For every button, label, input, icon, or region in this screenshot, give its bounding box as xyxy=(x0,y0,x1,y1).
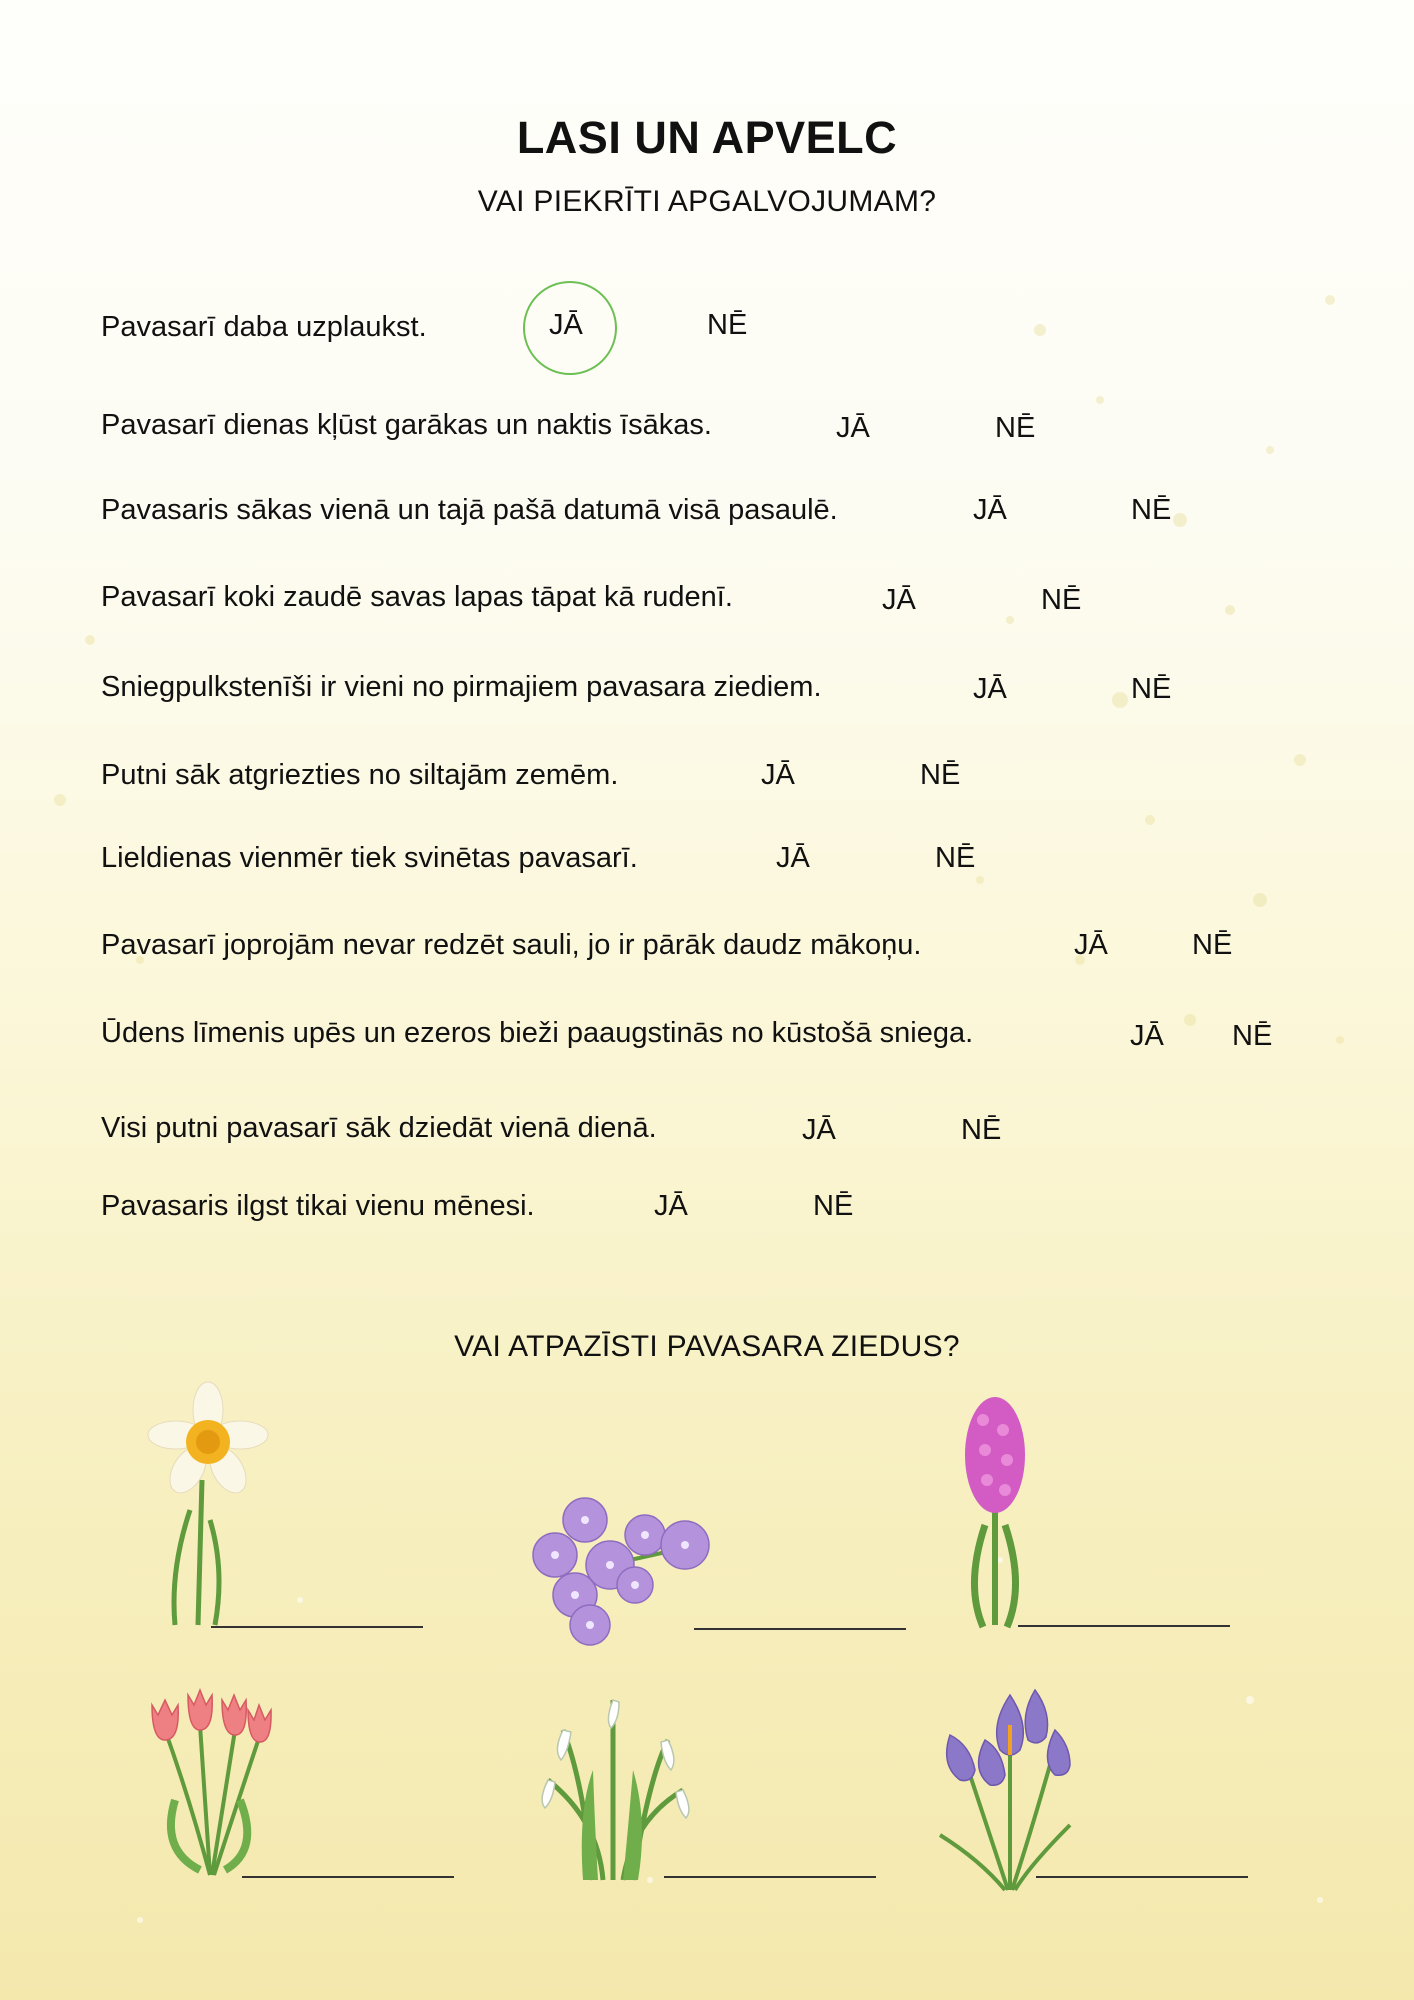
answer-line[interactable] xyxy=(242,1876,454,1878)
statement-row xyxy=(101,309,427,345)
no-option[interactable]: NĒ xyxy=(920,759,961,791)
statement-text: Pavasaris ilgst tikai vienu mēnesi. xyxy=(101,1190,535,1222)
statement-text: Lieldienas vienmēr tiek svinētas pavasarī. xyxy=(101,842,638,874)
no-option[interactable]: NĒ xyxy=(1192,929,1233,961)
statement-text: Pavasarī joprojām nevar redzēt sauli, jo ir pārāk daudz mākoņu. xyxy=(101,929,922,961)
yes-option[interactable]: JĀ xyxy=(761,759,795,791)
daffodil-icon xyxy=(140,1380,280,1630)
statement-text: Pavasarī dienas kļūst garākas un naktis īsākas. xyxy=(101,409,712,441)
yes-option[interactable]: JĀ xyxy=(549,309,583,341)
statement-text: Putni sāk atgriezties no siltajām zemēm. xyxy=(101,759,619,791)
answer-line[interactable] xyxy=(1018,1625,1230,1627)
statement-row xyxy=(101,757,618,793)
statement-text: Visi putni pavasarī sāk dziedāt vienā dienā. xyxy=(101,1112,657,1144)
statement-row xyxy=(101,1110,657,1146)
no-option[interactable]: NĒ xyxy=(995,412,1036,444)
lilac-icon xyxy=(515,1480,730,1650)
yes-option[interactable]: JĀ xyxy=(802,1114,836,1146)
answer-line[interactable] xyxy=(694,1628,906,1630)
tulip-icon xyxy=(140,1680,280,1880)
statement-row xyxy=(101,492,838,528)
yes-option[interactable]: JĀ xyxy=(654,1190,688,1222)
statement-row xyxy=(101,579,733,615)
no-option[interactable]: NĒ xyxy=(935,842,976,874)
no-option[interactable]: NĒ xyxy=(961,1114,1002,1146)
no-option[interactable]: NĒ xyxy=(1131,673,1172,705)
statement-text: Ūdens līmenis upēs un ezeros bieži paaugstinās no kūstošā sniega. xyxy=(101,1017,974,1049)
yes-option[interactable]: JĀ xyxy=(973,494,1007,526)
crocus-icon xyxy=(910,1685,1090,1895)
yes-option[interactable]: JĀ xyxy=(1074,929,1108,961)
statement-row xyxy=(101,407,712,443)
no-option[interactable]: NĒ xyxy=(1232,1020,1273,1052)
statement-row xyxy=(101,840,638,876)
statement-text: Pavasaris sākas vienā un tajā pašā datumā visā pasaulē. xyxy=(101,494,838,526)
yes-option[interactable]: JĀ xyxy=(776,842,810,874)
answer-line[interactable] xyxy=(211,1626,423,1628)
hyacinth-icon xyxy=(955,1395,1035,1630)
yes-option[interactable]: JĀ xyxy=(1130,1020,1164,1052)
answer-line[interactable] xyxy=(664,1876,876,1878)
section-title-flowers: VAI ATPAZĪSTI PAVASARA ZIEDUS? xyxy=(454,1330,960,1363)
snowdrop-icon xyxy=(523,1670,703,1885)
no-option[interactable]: NĒ xyxy=(707,309,748,341)
statement-text: Sniegpulkstenīši ir vieni no pirmajiem pavasara ziediem. xyxy=(101,671,822,703)
yes-option[interactable]: JĀ xyxy=(836,412,870,444)
answer-line[interactable] xyxy=(1036,1876,1248,1878)
no-option[interactable]: NĒ xyxy=(1131,494,1172,526)
statement-text: Pavasarī daba uzplaukst. xyxy=(101,311,427,343)
no-option[interactable]: NĒ xyxy=(1041,584,1082,616)
page-subtitle: VAI PIEKRĪTI APGALVOJUMAM? xyxy=(477,185,937,218)
statement-row xyxy=(101,669,822,705)
yes-option[interactable]: JĀ xyxy=(882,584,916,616)
statement-row xyxy=(101,1188,535,1224)
no-option[interactable]: NĒ xyxy=(813,1190,854,1222)
statement-row xyxy=(101,927,921,963)
page-title: LASI UN APVELC xyxy=(516,112,898,163)
statement-text: Pavasarī koki zaudē savas lapas tāpat kā rudenī. xyxy=(101,581,733,613)
statement-row xyxy=(101,1015,973,1051)
yes-option[interactable]: JĀ xyxy=(973,673,1007,705)
